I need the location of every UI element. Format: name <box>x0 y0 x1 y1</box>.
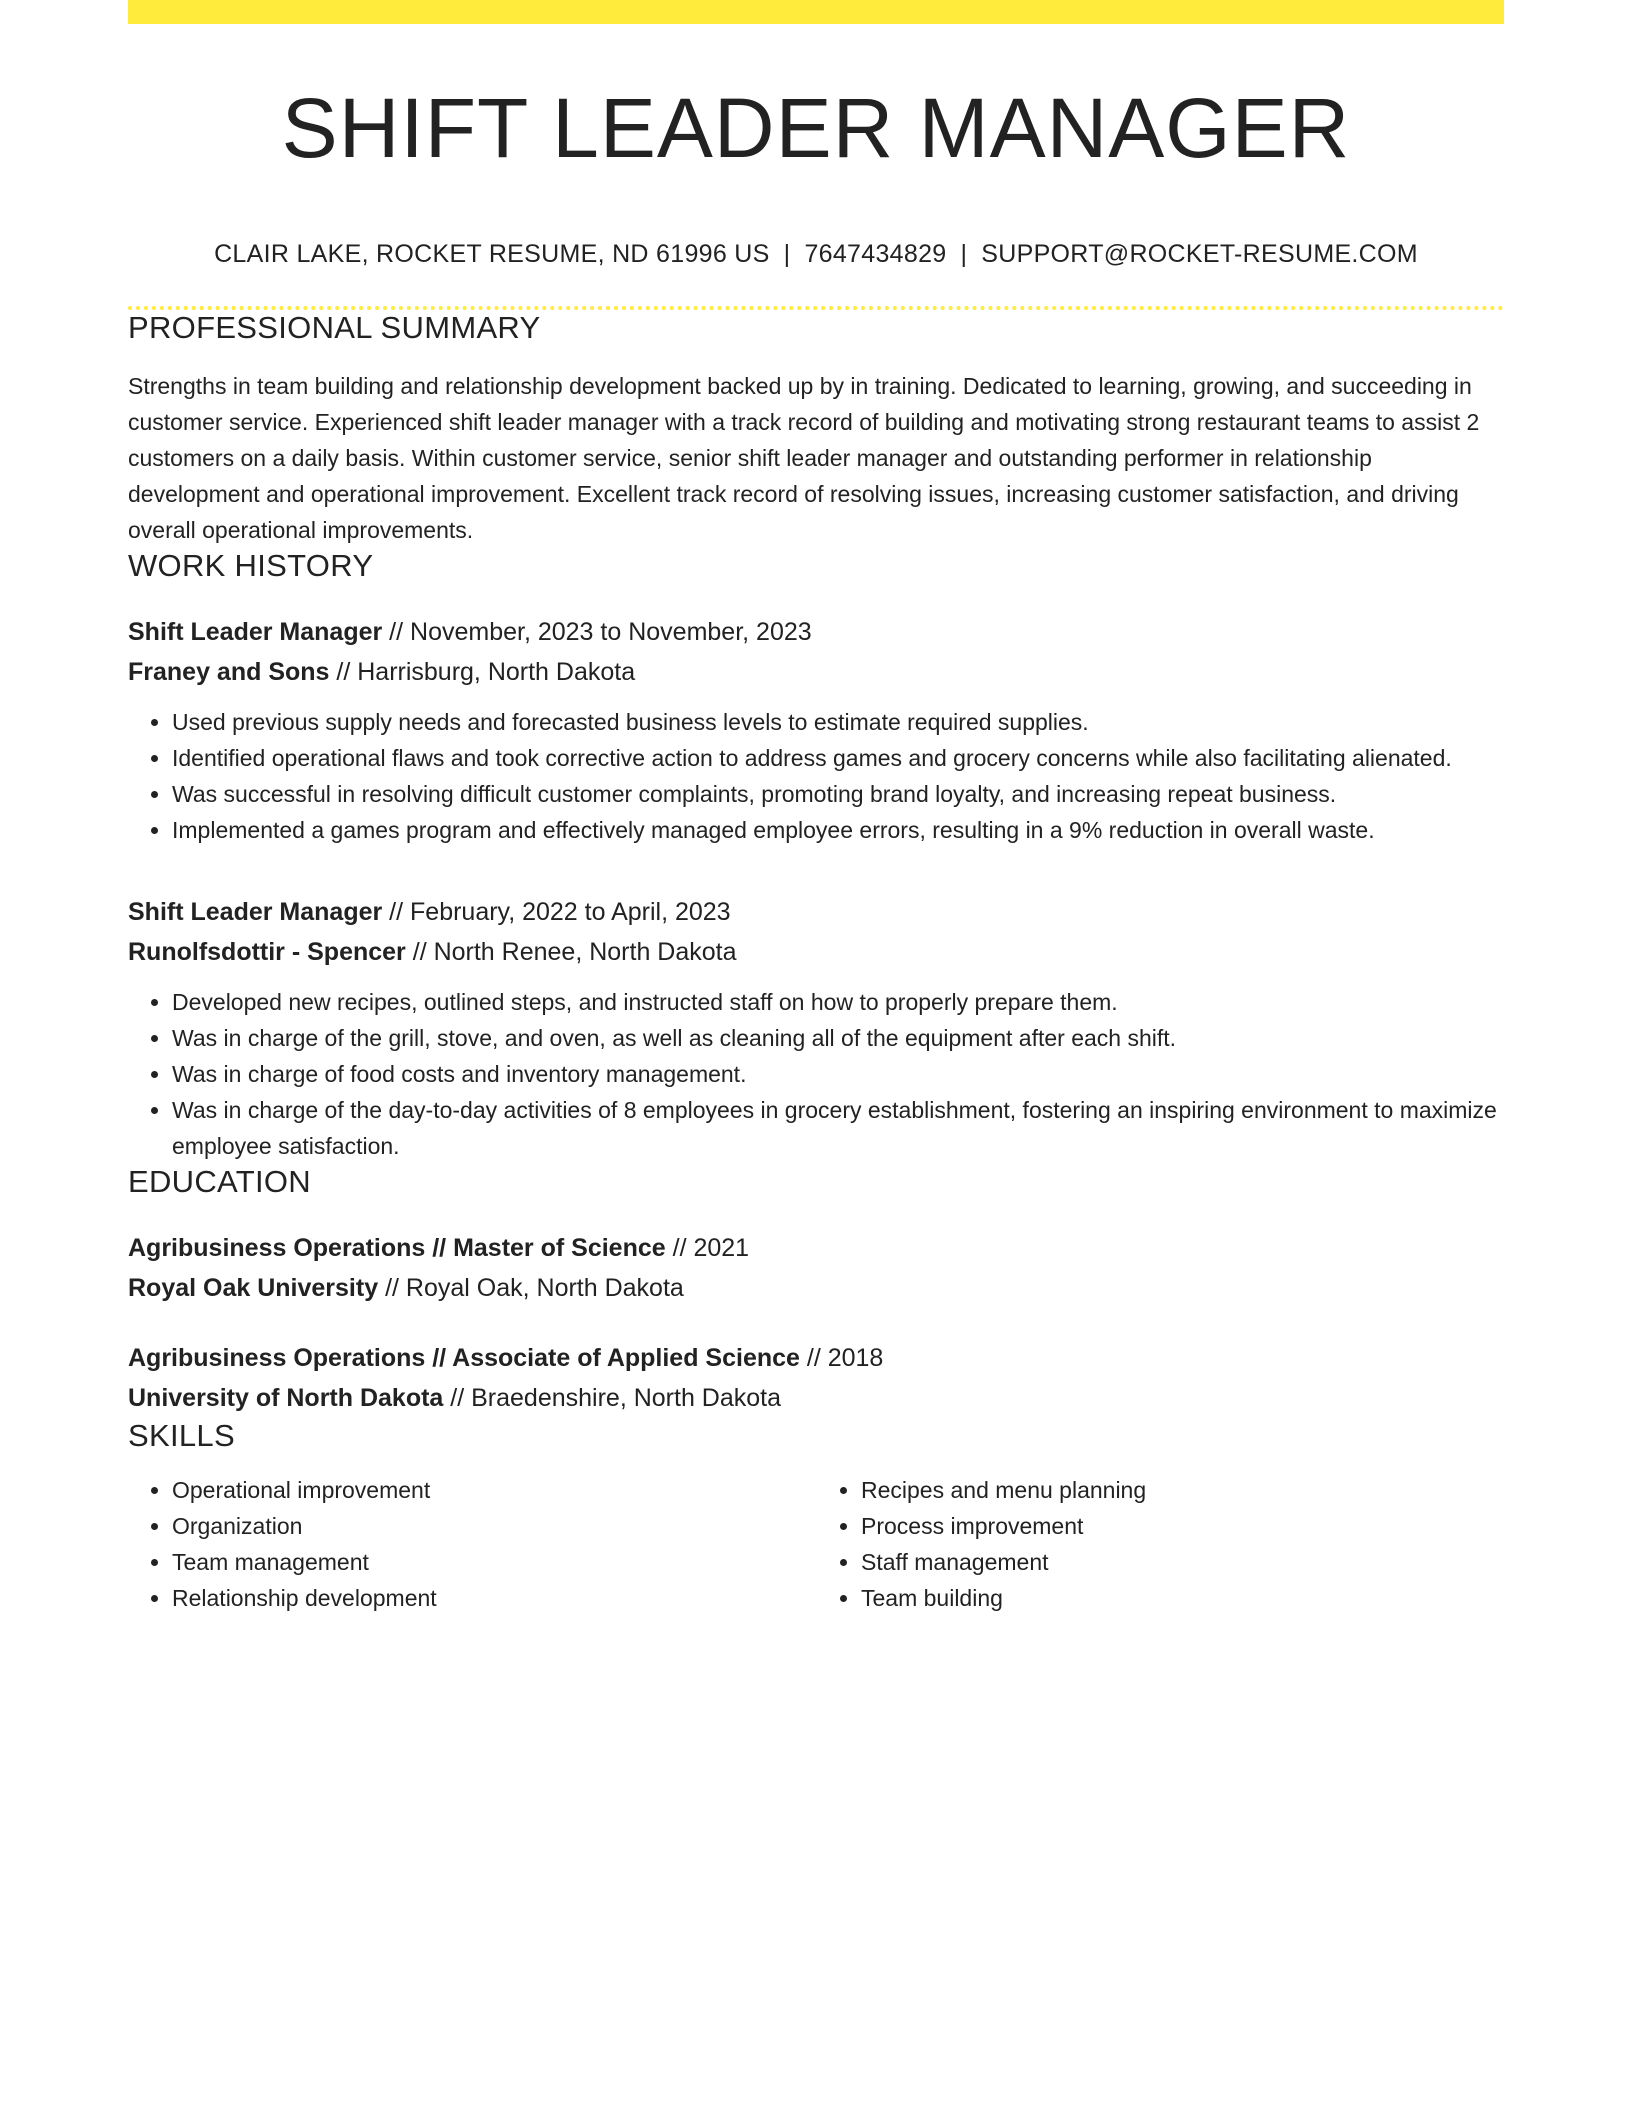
resume-content <box>128 0 1504 1616</box>
job-dates: // November, 2023 to November, 2023 <box>382 618 812 647</box>
education-heading: EDUCATION <box>128 1164 311 1200</box>
job-company: Runolfsdottir - Spencer <box>128 938 406 967</box>
job-location: // Harrisburg, North Dakota <box>329 658 636 687</box>
skill-item: • Team management <box>172 1544 815 1580</box>
skill-item: • Process improvement <box>861 1508 1504 1544</box>
contact-address: CLAIR LAKE, ROCKET RESUME, ND 61996 US <box>214 240 770 269</box>
job-company: Franey and Sons <box>128 658 330 687</box>
job-bullet: • Used previous supply needs and forecasted business levels to estimate required supplies. <box>172 704 1504 740</box>
skills-columns <box>128 1472 1504 1616</box>
contact-separator: | <box>960 240 968 269</box>
job-bullet: • Implemented a games program and effectively managed employee errors, resulting in a 9% reduction in overall waste. <box>172 812 1504 848</box>
job-company-line <box>128 652 1504 692</box>
education-school: University of North Dakota <box>128 1384 444 1413</box>
education-year: // 2021 <box>665 1234 750 1263</box>
skills-heading: SKILLS <box>128 1418 235 1454</box>
job-bullet: • Was in charge of food costs and inventory management. <box>172 1056 1504 1092</box>
education-degree-line <box>128 1338 1504 1378</box>
job-bullet: • Identified operational flaws and took corrective action to address games and grocery concerns while also facilitating alienated. <box>172 740 1504 776</box>
skill-item: • Staff management <box>861 1544 1504 1580</box>
education-entry <box>128 1338 1504 1418</box>
contact-separator: | <box>783 240 791 269</box>
skill-item: • Recipes and menu planning <box>861 1472 1504 1508</box>
skill-item: • Operational improvement <box>172 1472 815 1508</box>
education-degree-line <box>128 1228 1504 1268</box>
job-dates: // February, 2022 to April, 2023 <box>382 898 731 927</box>
skills-list-left <box>128 1472 815 1616</box>
job-bullets <box>128 984 1504 1164</box>
job-title-line <box>128 612 1504 652</box>
contact-line <box>128 240 1504 269</box>
education-location: // Royal Oak, North Dakota <box>378 1274 684 1303</box>
job-company-line <box>128 932 1504 972</box>
skill-item: • Relationship development <box>172 1580 815 1616</box>
job-bullet: • Was in charge of the day-to-day activities of 8 employees in grocery establishment, fostering an inspiring environment to maximize employee satisfaction. <box>172 1092 1504 1164</box>
education-school-line <box>128 1268 1504 1308</box>
job-bullet: • Was successful in resolving difficult customer complaints, promoting brand loyalty, and increasing repeat business. <box>172 776 1504 812</box>
job-bullets <box>128 704 1504 848</box>
skill-item: • Team building <box>861 1580 1504 1616</box>
resume-name: SHIFT LEADER MANAGER <box>281 81 1351 175</box>
job-title: Shift Leader Manager <box>128 618 383 647</box>
contact-email: SUPPORT@ROCKET-RESUME.COM <box>981 240 1418 269</box>
job-title: Shift Leader Manager <box>128 898 383 927</box>
summary-text: Strengths in team building and relationship development backed up by in training. Dedicated to learning, growing, and succeeding in customer service. Experienced shift leader manager with a track record of building and motivating strong restaurant teams to assist 2 customers on a daily basis. Within customer service, senior shift leader manager and outstanding performer in relationship development and operational improvement. Excellent track record of resolving issues, increasing customer satisfaction, and driving overall operational improvements. <box>128 373 1480 544</box>
job-title-line <box>128 892 1504 932</box>
contact-phone: 7647434829 <box>804 240 947 269</box>
accent-top-bar <box>128 0 1504 24</box>
education-school-line <box>128 1378 1504 1418</box>
skill-item: • Organization <box>172 1508 815 1544</box>
skills-list-right <box>815 1472 1504 1616</box>
summary-heading: PROFESSIONAL SUMMARY <box>128 310 541 346</box>
education-entry <box>128 1228 1504 1308</box>
education-degree: Agribusiness Operations // Master of Science <box>128 1234 666 1263</box>
job-bullet: • Developed new recipes, outlined steps, and instructed staff on how to properly prepare them. <box>172 984 1504 1020</box>
education-location: // Braedenshire, North Dakota <box>443 1384 782 1413</box>
job-entry <box>128 612 1504 848</box>
job-entry <box>128 892 1504 1164</box>
work-history-heading: WORK HISTORY <box>128 548 374 584</box>
education-degree: Agribusiness Operations // Associate of Applied Science <box>128 1344 800 1373</box>
job-bullet: • Was in charge of the grill, stove, and oven, as well as cleaning all of the equipment after each shift. <box>172 1020 1504 1056</box>
education-year: // 2018 <box>799 1344 884 1373</box>
job-location: // North Renee, North Dakota <box>405 938 737 967</box>
education-school: Royal Oak University <box>128 1274 379 1303</box>
